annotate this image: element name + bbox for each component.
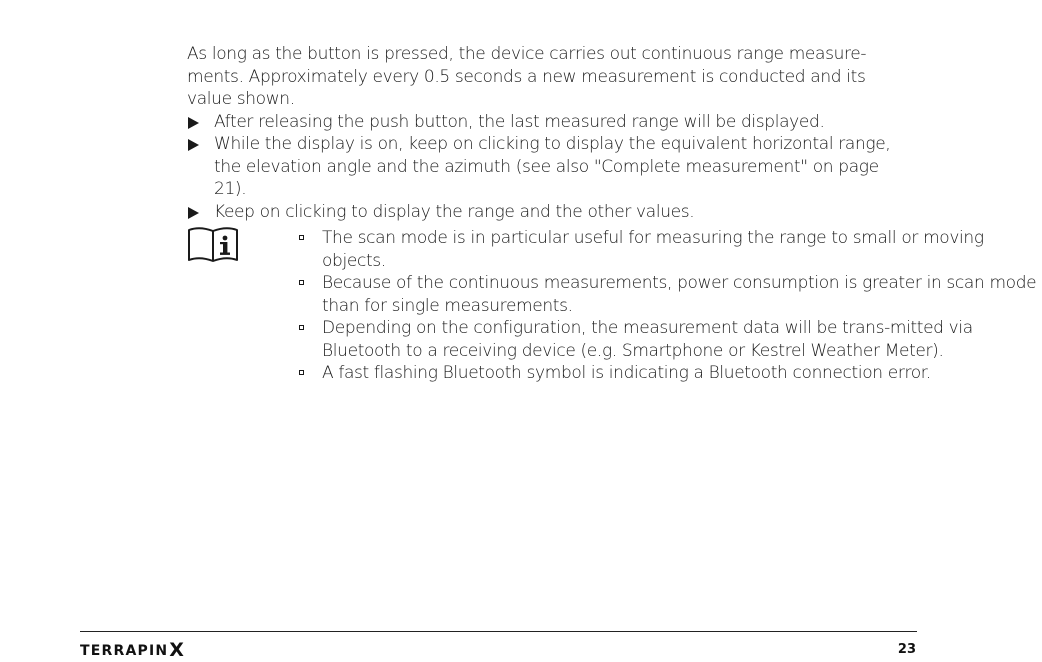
note-item xyxy=(322,317,1042,362)
square-bullet-icon xyxy=(299,370,304,375)
triangle-bullet-icon xyxy=(188,207,199,219)
step-item xyxy=(187,133,897,201)
square-bullet-icon xyxy=(299,235,304,240)
step-text: Keep on clicking to display the range and the other values. xyxy=(214,201,695,222)
square-bullet-icon xyxy=(299,280,304,285)
intro-paragraph: As long as the button is pressed, the device carries out continuous range measure-ments. Approximately every 0.5 seconds a new measurement is conducted and its value shown. xyxy=(187,44,867,109)
note-text: Depending on the configuration, the measurement data will be trans-mitted via Bluetooth to a receiving device (e.g. Smartphone or Kestrel Weather Meter). xyxy=(322,318,973,361)
note-text: Because of the continuous measurements, power consumption is greater in scan mode than for single measurements. xyxy=(322,273,1037,316)
note-item xyxy=(322,227,1042,272)
note-text: The scan mode is in particular useful for measuring the range to small or moving objects. xyxy=(322,228,984,271)
note-item xyxy=(322,362,1042,385)
note-item xyxy=(322,272,1042,317)
footer-divider xyxy=(80,631,917,632)
info-note xyxy=(187,227,1037,385)
page-content xyxy=(187,43,1037,385)
square-bullet-icon xyxy=(299,325,304,330)
triangle-bullet-icon xyxy=(188,139,199,151)
step-text: While the display is on, keep on clicking to display the equivalent horizontal range, the elevation angle and the azimuth (see also "Complete measurement" on page 21). xyxy=(214,134,891,199)
step-text: After releasing the push button, the last measured range will be displayed. xyxy=(214,111,825,132)
step-item xyxy=(187,201,897,224)
note-list xyxy=(187,227,1042,385)
info-book-icon xyxy=(187,227,239,263)
brand-logo xyxy=(80,640,184,661)
brand-name: TERRAPIN xyxy=(80,643,169,659)
step-list xyxy=(187,111,897,224)
brand-mark: X xyxy=(169,639,184,661)
page-number: 23 xyxy=(897,642,916,657)
note-text: A fast flashing Bluetooth symbol is indicating a Bluetooth connection error. xyxy=(322,363,931,383)
step-item xyxy=(187,111,897,134)
triangle-bullet-icon xyxy=(188,117,199,129)
